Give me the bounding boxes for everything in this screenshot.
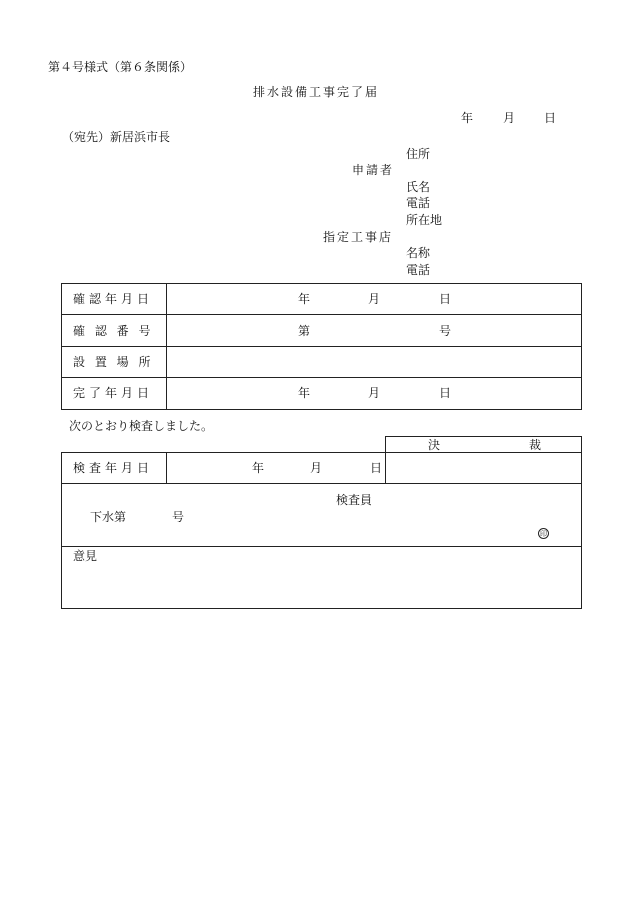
opinion-label: 意見 xyxy=(73,549,98,563)
install-location-label: 設 置 場 所 xyxy=(73,355,154,369)
confirm-day-label: 日 xyxy=(439,292,452,306)
confirm-month-label: 月 xyxy=(368,292,381,306)
document-title: 排水設備工事完了届 xyxy=(253,85,380,99)
date-day-label: 日 xyxy=(544,111,557,125)
decision-right-label: 裁 xyxy=(529,438,542,452)
complete-date-label: 完了年月日 xyxy=(73,386,154,400)
applicant-name-label: 氏名 xyxy=(406,180,431,194)
complete-year-label: 年 xyxy=(298,386,311,400)
contractor-label: 指定工事店 xyxy=(323,230,394,244)
confirm-number-prefix: 第 xyxy=(298,324,311,338)
confirm-number-label: 確 認 番 号 xyxy=(73,324,154,338)
inspect-day-label: 日 xyxy=(370,461,383,475)
seal-icon: 印 xyxy=(540,530,547,538)
applicant-phone-label: 電話 xyxy=(406,196,431,210)
confirm-date-label: 確認年月日 xyxy=(73,292,154,306)
inspection-note: 次のとおり検査しました。 xyxy=(69,419,214,433)
contractor-name-label: 名称 xyxy=(406,246,431,260)
decision-left-label: 決 xyxy=(428,438,441,452)
contractor-phone-label: 電話 xyxy=(406,263,431,277)
applicant-label: 申請者 xyxy=(352,163,395,177)
inspection-table xyxy=(61,452,582,609)
form-number: 第４号様式（第６条関係） xyxy=(48,60,193,74)
complete-day-label: 日 xyxy=(439,386,452,400)
inspect-month-label: 月 xyxy=(310,461,323,475)
contractor-location-label: 所在地 xyxy=(406,213,443,227)
sewer-number-suffix: 号 xyxy=(172,510,185,524)
date-year-label: 年 xyxy=(461,111,474,125)
confirm-year-label: 年 xyxy=(298,292,311,306)
complete-month-label: 月 xyxy=(368,386,381,400)
inspector-label: 検査員 xyxy=(336,493,373,507)
inspect-year-label: 年 xyxy=(252,461,265,475)
addressee: （宛先）新居浜市長 xyxy=(62,130,171,144)
decision-header xyxy=(385,436,582,453)
applicant-address-label: 住所 xyxy=(406,147,431,161)
inspect-date-label: 検査年月日 xyxy=(73,461,154,475)
sewer-number-prefix: 下水第 xyxy=(90,510,127,524)
date-month-label: 月 xyxy=(503,111,516,125)
confirm-number-suffix: 号 xyxy=(439,324,452,338)
